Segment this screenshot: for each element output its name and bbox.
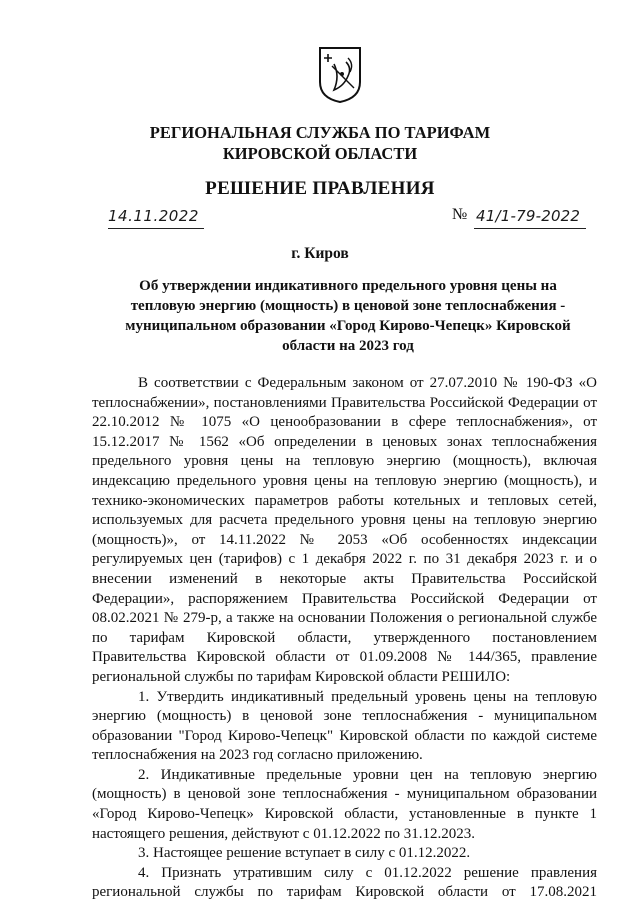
decision-number: 41/1-79-2022 [476, 207, 581, 225]
agency-name-line2: КИРОВСКОЙ ОБЛАСТИ [222, 144, 418, 163]
city: г. Киров [291, 245, 349, 262]
decision-date: 14.11.2022 [108, 207, 199, 225]
clause-2: 2. Индикативные предельные уровни цен на тепловую энергию (мощность) в ценовой зоне теплоснабжения - муниципальном образовании «Город Кирово-Чепецк» Кировской области, установленные в пункте 1 настоящего решения, действуют с 01.12.2022 по 31.12.2023. [92, 766, 597, 842]
clause-4: 4. Признать утратившим силу с 01.12.2022 решение правления региональной службы по тарифам Кировской области от 17.08.2021 [92, 864, 597, 901]
number-label: № [452, 206, 468, 223]
agency-name-line1: РЕГИОНАЛЬНАЯ СЛУЖБА ПО ТАРИФАМ [149, 123, 491, 142]
decision-number-field [474, 206, 586, 229]
clause-3: 3. Настоящее решение вступает в силу с 01.12.2022. [138, 845, 471, 862]
clause-1: 1. Утвердить индикативный предельный уровень цены на тепловую энергию (мощность) в ценовой зоне теплоснабжения - муниципальном образовании "Город Кирово-Чепецк" Кировской области по каждой системе теплоснабжения на 2023 год согласно приложению. [92, 688, 597, 764]
coat-of-arms-icon [318, 46, 362, 104]
decision-body [92, 374, 597, 903]
decision-subject: Об утверждении индикативного предельного уровня цены на тепловую энергию (мощность) в ценовой зоне теплоснабжения - муниципальном образовании «Город Кирово-Чепецк» Кировской области на 2023 год [125, 278, 571, 354]
decision-date-field [108, 206, 204, 229]
preamble-paragraph: В соответствии с Федеральным законом от 27.07.2010 № 190-ФЗ «О теплоснабжении», постановлениями Правительства Российской Федерации от 22.10.2012 № 1075 «О ценообразовании в сфере теплоснабжения», от 15.12.2017 № 1562 «Об определении в ценовых зонах теплоснабжения предельного уровня цены на тепловую энергию (мощность), включая индексацию предельного уровня цены на тепловую энергию (мощность), и технико-экономических параметров работы котельных и тепловых сетей, используемых для расчета предельного уровня цены на тепловую энергию (мощность)», от 14.11.2022 № 2053 «Об особенностях индексации регулируемых цен (тарифов) с 1 декабря 2022 г. по 31 декабря 2023 г. и о внесении изменений в некоторые акты Правительства Российской Федерации», распоряжением Правительства Российской Федерации от 08.02.2021 № 279-р, а также на основании Положения о региональной службе по тарифам Кировской области, утвержденного постановлением Правительства Кировской области от 01.09.2008 № 144/365, правление региональной службы по тарифам Кировской области РЕШИЛО: [92, 375, 597, 685]
decision-title: РЕШЕНИЕ ПРАВЛЕНИЯ [205, 178, 435, 199]
